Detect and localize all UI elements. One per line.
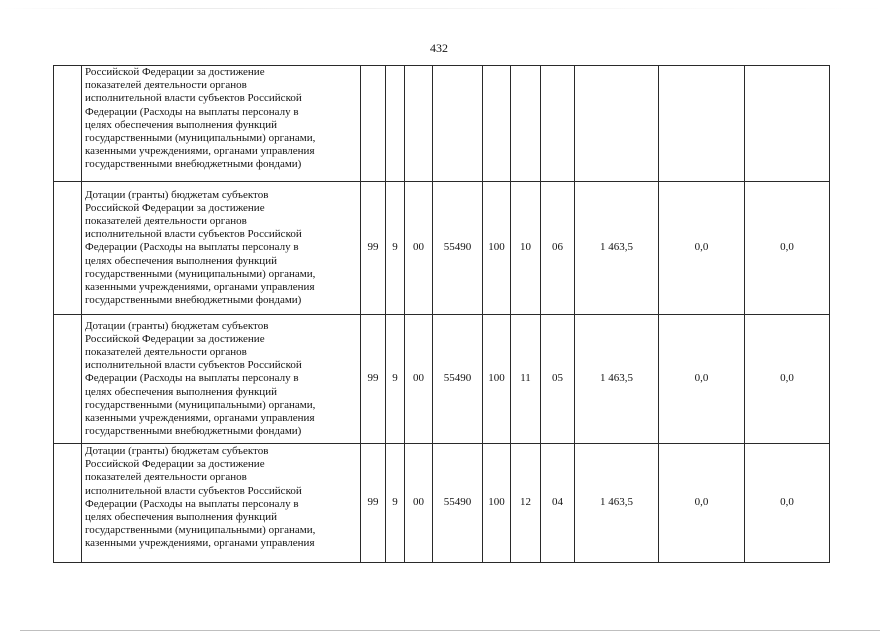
description-line: государственными (муниципальными) органами, (85, 524, 316, 537)
amount-cell: 0,0 (659, 444, 745, 563)
expense-type-cell (483, 66, 511, 182)
code-cell: 00 (405, 182, 433, 315)
description-line: Федерации (Расходы на выплаты персоналу в (85, 241, 299, 254)
description-line: Дотации (гранты) бюджетам субъектов (85, 319, 269, 332)
amount-cell: 1 463,5 (575, 444, 659, 563)
description-line: казенными учреждениями, органами управления (85, 281, 315, 293)
description-line: Российской Федерации за достижение (85, 66, 265, 78)
code-cell: 9 (386, 444, 405, 563)
code-cell: 00 (405, 444, 433, 563)
description-line: показателей деятельности органов (85, 214, 247, 227)
row-number-cell (54, 315, 82, 444)
table-row (54, 315, 830, 444)
code-cell (433, 66, 483, 182)
description-line: Федерации (Расходы на выплаты персоналу в (85, 497, 299, 510)
table-row (54, 182, 830, 315)
amount-cell (575, 66, 659, 182)
subsection-cell: 06 (541, 182, 575, 315)
description-line: казенными учреждениями, органами управления (85, 537, 315, 550)
description-line: показателей деятельности органов (85, 471, 247, 484)
description-line: казенными учреждениями, органами управления (85, 412, 315, 424)
subsection-cell (541, 66, 575, 182)
section-cell: 11 (511, 315, 541, 444)
amount-cell: 0,0 (659, 315, 745, 444)
amount-cell: 0,0 (745, 315, 830, 444)
description-line: показателей деятельности органов (85, 345, 247, 358)
row-number-cell (54, 182, 82, 315)
description-cell (82, 66, 361, 182)
table-row (54, 66, 830, 182)
amount-cell (745, 66, 830, 182)
table-row (54, 444, 830, 563)
description-line: Российской Федерации за достижение (85, 332, 265, 345)
expense-type-cell: 100 (483, 444, 511, 563)
code-cell (361, 66, 386, 182)
description-cell (82, 315, 361, 444)
description-line: исполнительной власти субъектов Российской (85, 359, 302, 372)
code-cell: 99 (361, 444, 386, 563)
description-line: Федерации (Расходы на выплаты персоналу в (85, 105, 299, 118)
description-line: государственными внебюджетными фондами) (85, 425, 302, 438)
description-line: исполнительной власти субъектов Российской (85, 484, 302, 497)
code-cell: 9 (386, 182, 405, 315)
description-line: целях обеспечения выполнения функций (85, 385, 277, 398)
page-number: 432 (430, 41, 448, 55)
row-number-cell (54, 66, 82, 182)
description-line: исполнительной власти субъектов Российской (85, 228, 302, 241)
description-line: Дотации (гранты) бюджетам субъектов (85, 445, 269, 457)
scan-bottom-edge (20, 630, 880, 631)
code-cell (386, 66, 405, 182)
description-line: Дотации (гранты) бюджетам субъектов (85, 188, 269, 201)
section-cell: 10 (511, 182, 541, 315)
amount-cell: 0,0 (659, 182, 745, 315)
row-number-cell (54, 444, 82, 563)
description-clip (85, 445, 358, 562)
code-cell: 55490 (433, 182, 483, 315)
expense-type-cell: 100 (483, 315, 511, 444)
scan-top-edge (0, 8, 896, 9)
code-cell: 99 (361, 315, 386, 444)
description-cell (82, 444, 361, 563)
amount-cell: 0,0 (745, 182, 830, 315)
description-line: казенными учреждениями, органами управления (85, 145, 315, 158)
description-line: Российской Федерации за достижение (85, 458, 265, 471)
subsection-cell: 04 (541, 444, 575, 563)
amount-cell: 0,0 (745, 444, 830, 563)
code-cell: 9 (386, 315, 405, 444)
description-line: Федерации (Расходы на выплаты персоналу в (85, 372, 299, 385)
description-line: целях обеспечения выполнения функций (85, 254, 277, 267)
description-line: государственными внебюджетными фондами) (85, 294, 302, 307)
code-cell: 00 (405, 315, 433, 444)
amount-cell: 1 463,5 (575, 182, 659, 315)
description-line: государственными внебюджетными фондами) (85, 158, 302, 171)
description-line: государственными (муниципальными) органами, (85, 132, 316, 145)
description-line: целях обеспечения выполнения функций (85, 118, 277, 131)
code-cell: 55490 (433, 315, 483, 444)
description-line: государственными (муниципальными) органами, (85, 267, 316, 280)
code-cell: 99 (361, 182, 386, 315)
code-cell (405, 66, 433, 182)
description-line: показателей деятельности органов (85, 79, 247, 92)
amount-cell: 1 463,5 (575, 315, 659, 444)
subsection-cell: 05 (541, 315, 575, 444)
description-line: исполнительной власти субъектов Российской (85, 92, 302, 105)
description-line: государственными (муниципальными) органами, (85, 398, 316, 411)
expense-type-cell: 100 (483, 182, 511, 315)
section-cell (511, 66, 541, 182)
code-cell: 55490 (433, 444, 483, 563)
description-line: Российской Федерации за достижение (85, 201, 265, 214)
description-cell (82, 182, 361, 315)
amount-cell (659, 66, 745, 182)
budget-table (53, 65, 830, 563)
description-line: целях обеспечения выполнения функций (85, 511, 277, 524)
section-cell: 12 (511, 444, 541, 563)
